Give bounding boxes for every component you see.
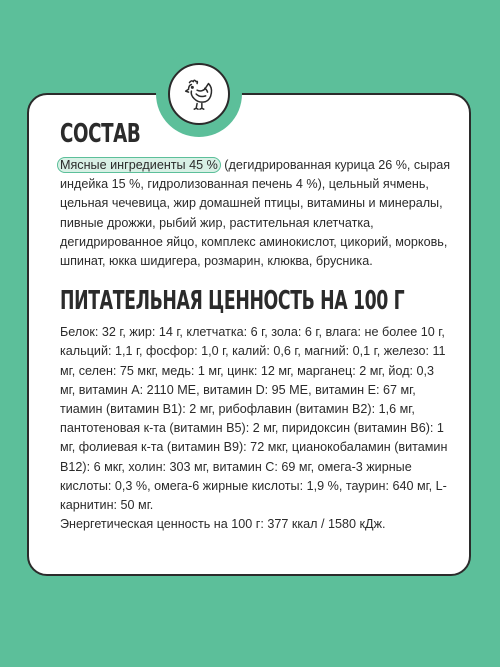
chicken-icon	[180, 75, 218, 113]
composition-text	[60, 156, 452, 271]
badge-inner-circle	[168, 63, 230, 125]
content	[60, 118, 452, 534]
nutrition-title: ПИТАТЕЛЬНАЯ ЦЕННОСТЬ НА 100 Г	[60, 286, 405, 317]
energy-text: Энергетическая ценность на 100 г: 377 ккал / 1580 кДж.	[60, 517, 386, 532]
composition-body: (дегидрированная курица 26 %, сырая индейка 15 %, гидролизованная печень 4 %), цельный ячмень, цельная чечевица, жир домашней птицы, витамины и минералы, пивные дрожжи, рыбий жир, растительная клетчатка, дегидрированное яйцо, комплекс аминокислот, цикорий, морковь, шпинат, юкка шидигера, розмарин, клюква, брусника.	[60, 158, 451, 269]
composition-title: СОСТАВ	[60, 119, 141, 149]
meat-ingredients-highlight: Мясные ингредиенты 45 %	[57, 157, 221, 173]
nutrition-text: Белок: 32 г, жир: 14 г, клетчатка: 6 г, зола: 6 г, влага: не более 10 г, кальций: 1,1 г, фосфор: 1,0 г, калий: 0,6 г, магний: 0,1 г, железо: 11 мг, селен: 75 мкг, медь: 1 мг, цинк: 12 мг, марганец: 2 мг, йод: 0,3 мг, витамин А: 2110 МЕ, витамин D: 95 МЕ, витамин Е: 67 мг, тиамин (витамин В1): 2 мг, рибофлавин (витамин В2): 1,6 мг, пантотеновая к-та (витамин В5): 2 мг, пиридоксин (витамин В6): 1 мг, фолиевая к-та (витамин В9): 72 мкг, цианокобаламин (витамин В12): 6 мкг, холин: 303 мг, витамин С: 69 мг, омега-3 жирные кислоты: 0,3 %, омега-6 жирные кислоты: 1,9 %, таурин: 640 мг, L-карнитин: 50 мг.	[60, 325, 448, 513]
